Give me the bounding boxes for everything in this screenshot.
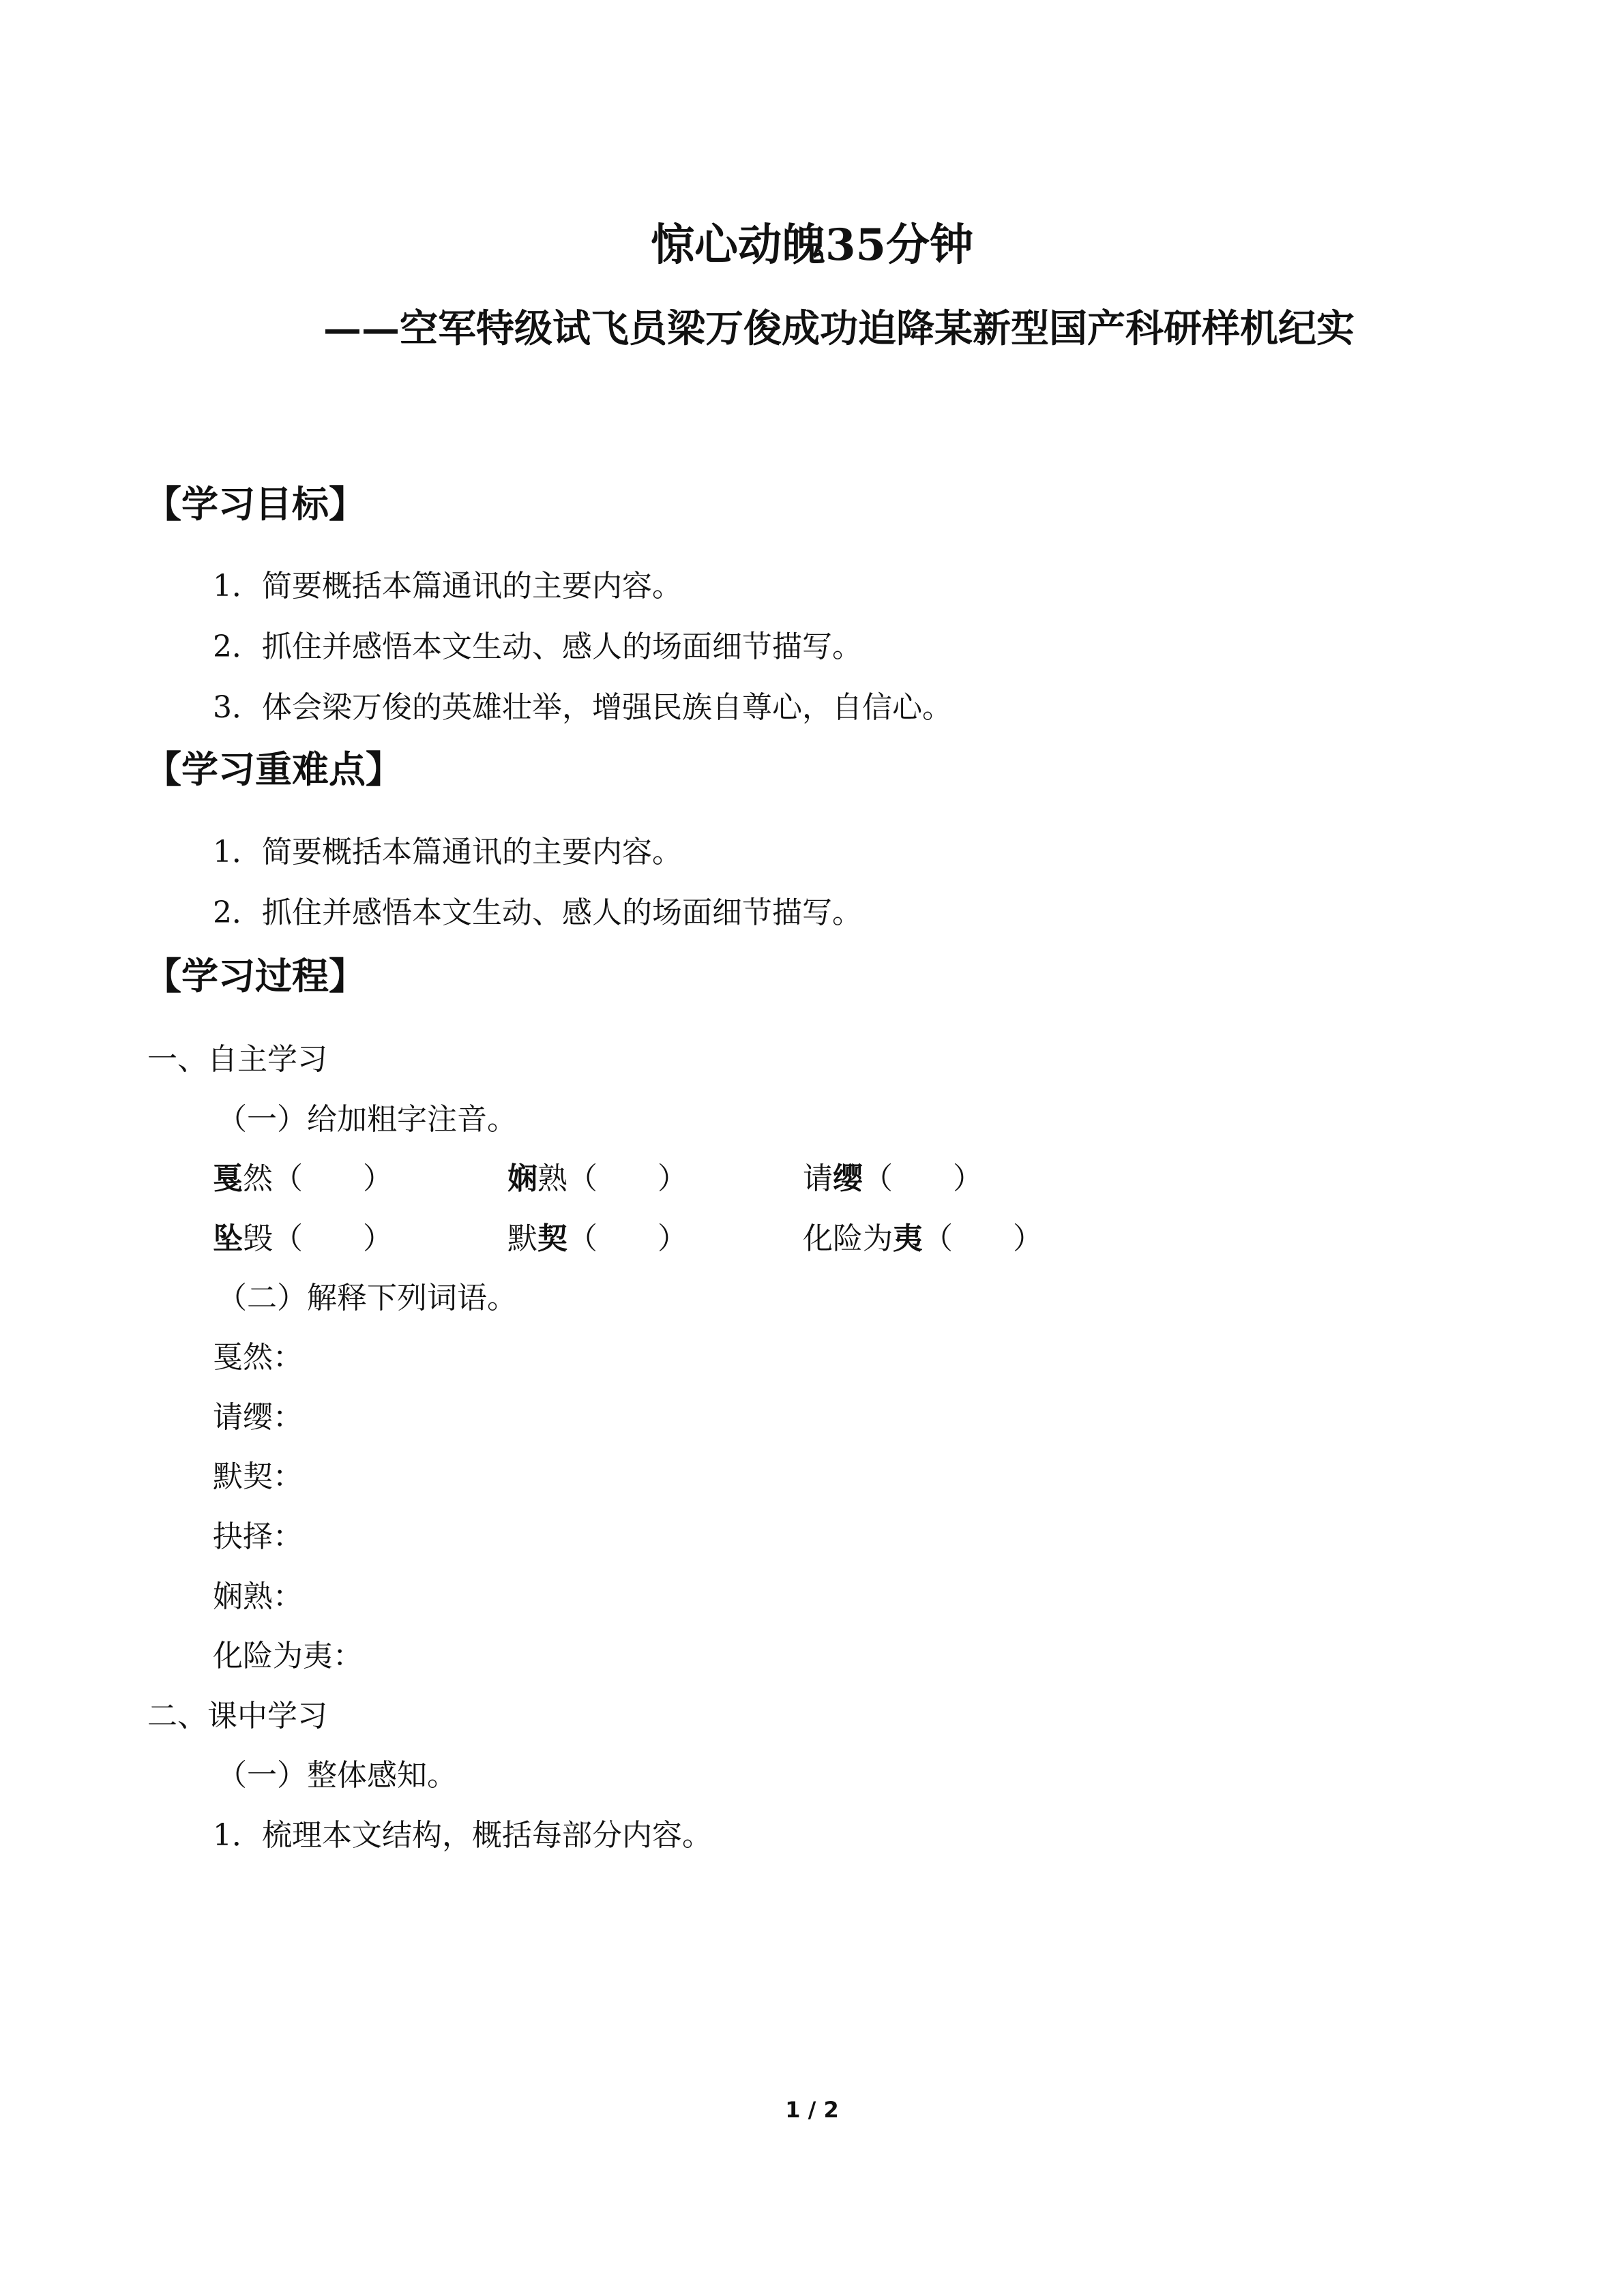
document-subtitle: ——空军特级试飞员梁万俊成功迫降某新型国产科研样机纪实 — [323, 306, 1355, 351]
item-pre: 默 — [507, 1221, 537, 1256]
pinyin-item-6 — [803, 1214, 1043, 1257]
objective-item-2: 2．抓住并感悟本文生动、感人的场面细节描写。 — [213, 629, 862, 664]
bold-char: 缨 — [833, 1161, 863, 1196]
objectives-heading: 【学习目标】 — [145, 482, 366, 526]
item-rest: （ ） — [863, 1161, 983, 1196]
pinyin-item-3 — [803, 1154, 983, 1197]
item-rest: （ ） — [567, 1221, 688, 1256]
objective-item-1: 1．简要概括本篇通讯的主要内容。 — [213, 569, 682, 603]
item-rest: （ ） — [923, 1221, 1043, 1256]
term-6: 化险为夷： — [213, 1639, 363, 1673]
pinyin-item-1 — [213, 1154, 393, 1197]
part2-heading: 二、课中学习 — [147, 1699, 327, 1733]
process-heading: 【学习过程】 — [145, 954, 366, 998]
objective-item-3: 3．体会梁万俊的英雄壮举，增强民族自尊心，自信心。 — [213, 690, 952, 725]
bold-char: 夷 — [893, 1221, 923, 1256]
term-3: 默契： — [213, 1459, 303, 1494]
item-pre: 请 — [803, 1161, 833, 1196]
pinyin-item-4 — [213, 1214, 393, 1257]
pinyin-item-2 — [507, 1154, 688, 1197]
part1-sub2: （二）解释下列词语。 — [217, 1281, 517, 1315]
term-5: 娴熟： — [213, 1579, 303, 1614]
part1-sub1: （一）给加粗字注音。 — [217, 1102, 517, 1137]
term-2: 请缨： — [213, 1400, 303, 1435]
bold-char: 坠 — [213, 1221, 243, 1256]
term-1: 戛然： — [213, 1340, 303, 1375]
part1-heading: 一、自主学习 — [147, 1042, 327, 1077]
key-points-heading: 【学习重难点】 — [145, 747, 402, 791]
part2-item1: 1．梳理本文结构，概括每部分内容。 — [213, 1818, 712, 1853]
item-rest: 熟（ ） — [537, 1161, 688, 1196]
key-point-item-1: 1．简要概括本篇通讯的主要内容。 — [213, 835, 682, 869]
document-title: 惊心动魄35分钟 — [650, 220, 974, 271]
bold-char: 契 — [537, 1221, 567, 1256]
item-rest: 毁（ ） — [243, 1221, 393, 1256]
item-rest: 然（ ） — [243, 1161, 393, 1196]
part2-sub1: （一）整体感知。 — [217, 1758, 457, 1793]
item-pre: 化险为 — [803, 1221, 893, 1256]
page-number: 1 / 2 — [785, 2097, 839, 2123]
bold-char: 戛 — [213, 1161, 243, 1196]
term-4: 抉择： — [213, 1519, 303, 1554]
pinyin-item-5 — [507, 1214, 688, 1257]
key-point-item-2: 2．抓住并感悟本文生动、感人的场面细节描写。 — [213, 895, 862, 930]
bold-char: 娴 — [507, 1161, 537, 1196]
